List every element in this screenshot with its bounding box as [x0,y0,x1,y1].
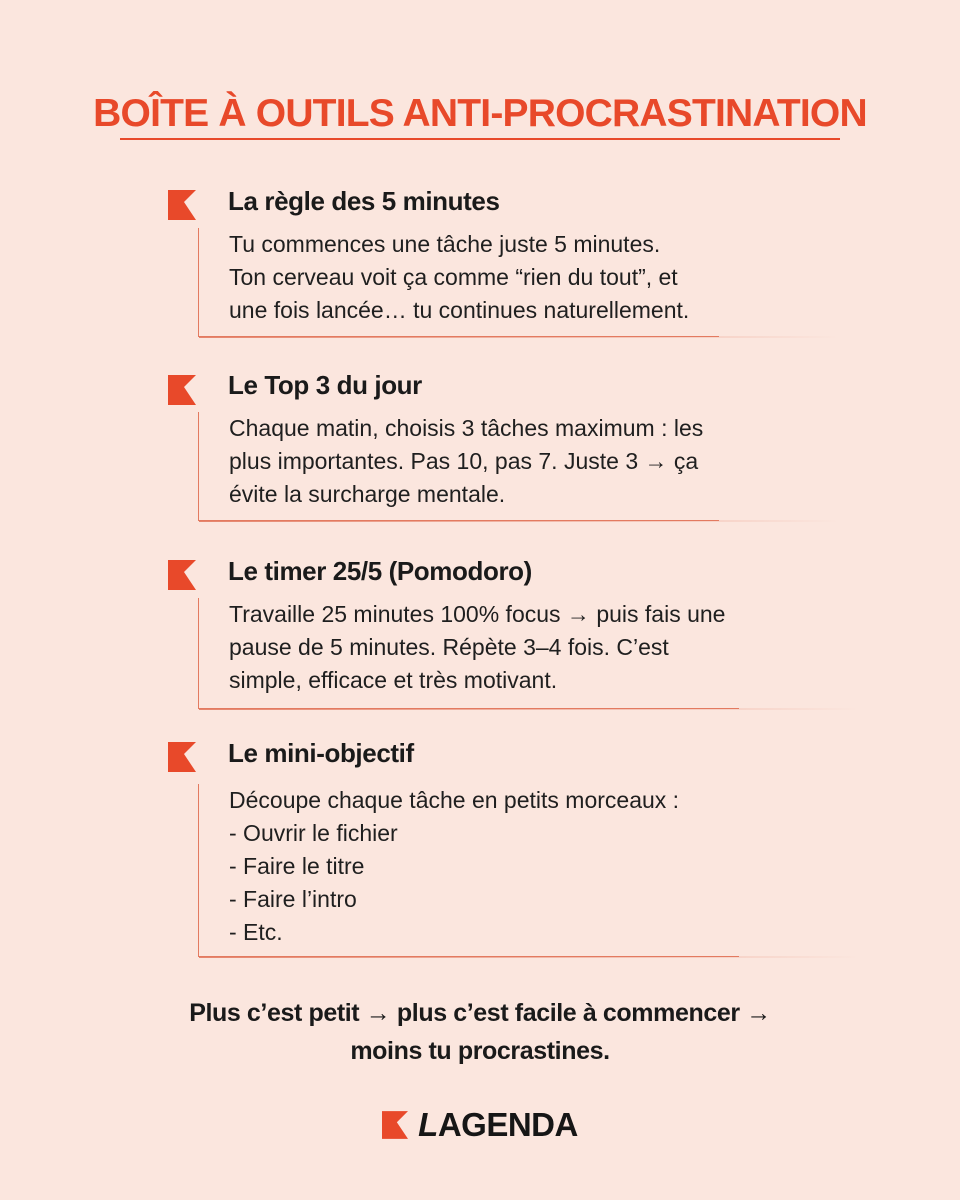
tip-line: évite la surcharge mentale. [229,481,506,507]
brand-prefix: L [418,1106,438,1143]
bookmark-flag-icon [168,190,196,220]
title-underline [120,138,840,140]
tip-title: Le Top 3 du jour [228,370,422,400]
tip-line: Tu commences une tâche juste 5 minutes. [229,231,661,257]
conclusion-line: moins tu procrastines. [350,1037,610,1065]
tip-line: pause de 5 minutes. Répète 3–4 fois. C’est [229,634,669,660]
brand-suffix: AGENDA [437,1106,578,1143]
bookmark-flag-icon [382,1111,408,1139]
bookmark-flag-icon [168,742,196,772]
conclusion-line: Plus c’est petit → plus c’est facile à commencer → [189,999,771,1027]
tip-description [229,784,679,949]
tip-title: Le timer 25/5 (Pomodoro) [228,556,532,586]
tip-frame [198,412,719,521]
brand-name [418,1106,578,1144]
brand-logo [0,1106,960,1144]
tip-line: Ton cerveau voit ça comme “rien du tout”, et [229,264,678,290]
tip-frame [198,784,739,957]
tip-line: simple, efficace et très motivant. [229,667,558,693]
tip-title: La règle des 5 minutes [228,186,500,216]
tip-line: - Etc. [229,919,283,945]
tip-line: Chaque matin, choisis 3 tâches maximum : les [229,415,704,441]
tip-line: plus importantes. Pas 10, pas 7. Juste 3 → ça [229,448,699,474]
tip-line: Travaille 25 minutes 100% focus → puis fais une [229,601,726,627]
tip-description [229,228,689,327]
tip-title: Le mini-objectif [228,738,414,768]
tip-frame [198,228,719,337]
tip-frame [198,598,739,709]
tip-line: - Ouvrir le fichier [229,820,398,846]
bookmark-flag-icon [168,560,196,590]
bookmark-flag-icon [168,375,196,405]
page-title: BOÎTE À OUTILS ANTI-PROCRASTINATION [93,92,867,135]
tip-line: Découpe chaque tâche en petits morceaux : [229,787,680,813]
tip-line: une fois lancée… tu continues naturellement. [229,297,690,323]
tip-line: - Faire le titre [229,853,365,879]
tip-description [229,412,703,511]
conclusion [0,994,960,1070]
tip-line: - Faire l’intro [229,886,357,912]
tip-description [229,598,725,697]
